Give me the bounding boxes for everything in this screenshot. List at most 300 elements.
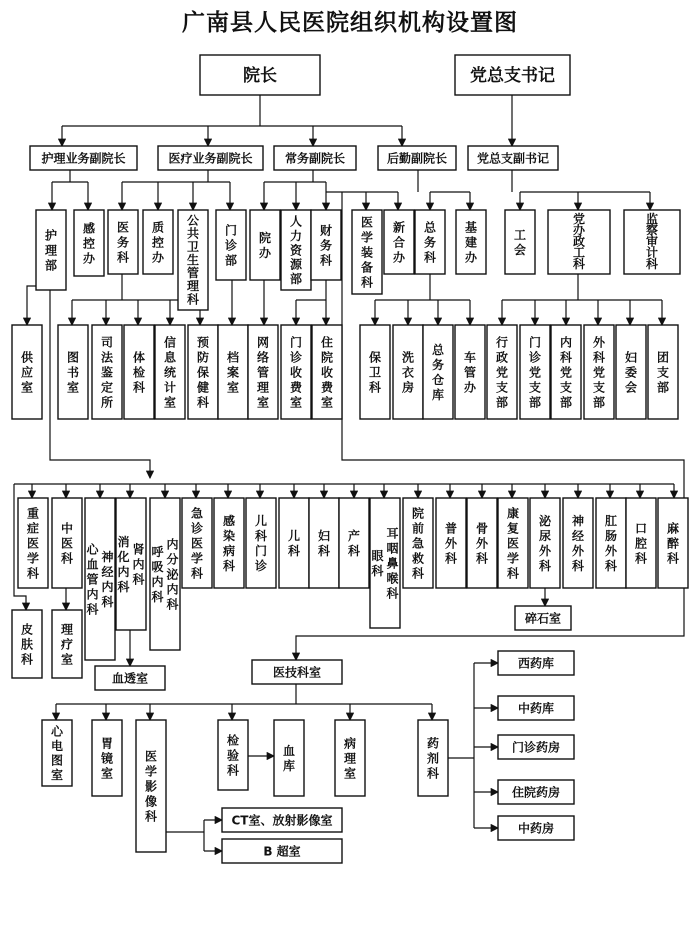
svg-text:资: 资: [289, 243, 303, 258]
svg-text:室: 室: [256, 395, 270, 410]
svg-text:感: 感: [82, 221, 96, 236]
svg-text:药: 药: [426, 736, 440, 751]
svg-text:喉: 喉: [386, 571, 399, 586]
svg-text:B 超室: B 超室: [263, 844, 301, 859]
svg-text:委: 委: [624, 365, 638, 380]
svg-text:室: 室: [100, 766, 114, 781]
svg-text:医: 医: [116, 220, 130, 235]
svg-text:影: 影: [144, 779, 158, 794]
svg-text:普: 普: [444, 521, 458, 536]
svg-text:重: 重: [26, 506, 40, 521]
svg-text:党: 党: [495, 365, 509, 380]
node-vp-executive: [274, 146, 356, 170]
svg-text:护理业务副院长: 护理业务副院长: [41, 151, 126, 166]
node-anorectal: [596, 498, 626, 588]
svg-text:理: 理: [186, 279, 200, 294]
node-rural-coop: [384, 210, 414, 274]
svg-text:图: 图: [50, 753, 64, 768]
svg-text:支: 支: [656, 365, 670, 380]
svg-text:内: 内: [151, 575, 164, 589]
svg-text:泌: 泌: [538, 514, 552, 528]
node-infection-control: [74, 210, 104, 276]
svg-text:总: 总: [423, 220, 437, 235]
svg-text:诊: 诊: [190, 521, 204, 536]
svg-text:血: 血: [282, 744, 296, 758]
svg-text:息: 息: [163, 350, 177, 365]
svg-text:内: 内: [117, 565, 130, 579]
svg-text:学: 学: [144, 764, 158, 779]
svg-text:鉴: 鉴: [100, 365, 114, 380]
node-outpatient-branch: [520, 325, 550, 419]
svg-text:监: 监: [645, 211, 659, 226]
svg-text:衣: 衣: [401, 365, 415, 380]
node-cardio-neuro: [85, 498, 115, 660]
svg-text:科: 科: [101, 595, 114, 609]
svg-text:科: 科: [559, 350, 573, 365]
svg-text:骨: 骨: [475, 521, 489, 536]
node-neurosurgery: [563, 498, 593, 588]
svg-text:产: 产: [347, 529, 361, 543]
svg-text:部: 部: [289, 272, 303, 287]
svg-text:备: 备: [360, 260, 374, 275]
svg-text:室: 室: [320, 395, 334, 410]
svg-text:外: 外: [604, 544, 618, 558]
svg-text:呼: 呼: [151, 545, 164, 559]
svg-text:感: 感: [222, 514, 236, 528]
svg-text:剂: 剂: [426, 751, 440, 766]
svg-text:眼: 眼: [371, 549, 384, 563]
node-labor-union: [505, 210, 535, 274]
svg-text:病: 病: [343, 736, 357, 751]
svg-text:内: 内: [86, 587, 99, 602]
svg-text:务: 务: [319, 238, 333, 253]
svg-text:预: 预: [196, 335, 210, 350]
svg-text:验: 验: [226, 748, 240, 763]
svg-text:计: 计: [645, 245, 659, 260]
node-general-affairs: [415, 210, 445, 274]
svg-text:中药库: 中药库: [517, 701, 555, 716]
svg-text:化: 化: [117, 550, 130, 564]
svg-text:院: 院: [411, 506, 425, 521]
svg-text:科: 科: [371, 564, 384, 578]
svg-text:胃: 胃: [100, 736, 114, 751]
svg-text:工: 工: [572, 245, 586, 260]
svg-text:装: 装: [360, 245, 374, 260]
svg-text:法: 法: [100, 350, 114, 365]
svg-text:肠: 肠: [604, 529, 618, 543]
svg-text:诊: 诊: [528, 350, 542, 365]
svg-text:办: 办: [258, 246, 272, 260]
svg-text:康: 康: [506, 506, 520, 521]
svg-text:体: 体: [132, 350, 146, 365]
svg-text:泌: 泌: [166, 567, 179, 582]
svg-text:政: 政: [495, 350, 509, 365]
svg-text:总: 总: [431, 343, 445, 357]
svg-text:理: 理: [44, 243, 58, 258]
svg-text:图: 图: [66, 350, 80, 365]
svg-text:门诊药房: 门诊药房: [511, 740, 561, 755]
node-laundry: [393, 325, 423, 419]
svg-text:务: 务: [431, 358, 445, 372]
node-youth-league: [648, 325, 678, 419]
svg-text:科: 科: [254, 529, 268, 543]
node-human-resources: [281, 210, 311, 290]
node-chinese-pharmacy: [498, 696, 574, 720]
svg-text:肾: 肾: [132, 542, 145, 557]
svg-text:室: 室: [66, 380, 80, 395]
node-internal-med-branch: [551, 325, 581, 419]
svg-text:政: 政: [572, 234, 586, 249]
svg-text:室: 室: [343, 766, 357, 781]
svg-text:网: 网: [256, 335, 270, 350]
svg-text:案: 案: [226, 365, 240, 380]
node-inpatient-cashier: [312, 325, 342, 419]
svg-text:学: 学: [360, 230, 374, 245]
svg-text:科: 科: [190, 566, 204, 581]
svg-text:络: 络: [256, 350, 270, 365]
svg-text:检: 检: [226, 733, 240, 748]
svg-text:合: 合: [392, 235, 406, 250]
svg-text:护: 护: [44, 228, 58, 243]
svg-text:房: 房: [401, 380, 415, 395]
svg-text:外: 外: [475, 536, 489, 551]
node-western-pharmacy: [498, 651, 574, 675]
node-quality-control: [143, 210, 173, 274]
node-anesthesia: [658, 498, 688, 588]
node-vp-nursing: [30, 146, 137, 170]
svg-text:科: 科: [20, 652, 34, 667]
svg-text:科: 科: [26, 566, 40, 581]
node-infectious: [214, 498, 244, 588]
svg-text:应: 应: [20, 365, 34, 380]
svg-text:建: 建: [464, 235, 478, 250]
svg-text:科: 科: [386, 586, 399, 601]
svg-text:肛: 肛: [604, 514, 618, 528]
svg-text:信: 信: [163, 335, 177, 350]
svg-text:收: 收: [289, 365, 303, 380]
svg-text:力: 力: [289, 228, 303, 243]
svg-text:车: 车: [463, 350, 477, 365]
svg-text:控: 控: [82, 236, 96, 251]
svg-text:管: 管: [463, 365, 477, 380]
svg-text:科: 科: [592, 350, 606, 365]
svg-text:科: 科: [287, 544, 301, 558]
node-security: [360, 325, 390, 419]
svg-text:务: 务: [116, 235, 130, 250]
node-eye-ent: [370, 498, 400, 628]
svg-text:医: 医: [26, 536, 40, 551]
svg-text:保: 保: [196, 365, 210, 380]
svg-text:科: 科: [423, 250, 437, 265]
svg-text:科: 科: [645, 256, 659, 271]
node-medical-equipment: [352, 210, 382, 294]
svg-text:症: 症: [26, 521, 40, 536]
node-stomatology: [626, 498, 656, 588]
node-orthopedics: [467, 498, 497, 588]
svg-text:室: 室: [20, 380, 34, 395]
svg-text:供: 供: [20, 350, 34, 365]
svg-text:病: 病: [222, 544, 236, 558]
svg-text:健: 健: [196, 380, 210, 395]
svg-text:中: 中: [60, 521, 74, 536]
node-party-admin: [548, 210, 610, 274]
svg-text:室: 室: [50, 768, 64, 783]
svg-text:科: 科: [666, 551, 680, 566]
node-obstetrics: [339, 498, 369, 588]
svg-text:支: 支: [559, 380, 573, 395]
svg-text:儿: 儿: [254, 514, 268, 528]
svg-text:医: 医: [506, 536, 520, 551]
svg-text:科: 科: [222, 559, 236, 573]
svg-text:内: 内: [101, 580, 114, 594]
svg-text:科: 科: [186, 292, 200, 307]
svg-text:会: 会: [624, 380, 638, 395]
node-party-secretary: [455, 55, 570, 95]
node-president: [200, 55, 320, 95]
svg-text:吸: 吸: [151, 560, 164, 574]
svg-text:医: 医: [144, 749, 158, 764]
svg-text:党总支书记: 党总支书记: [470, 66, 555, 87]
svg-text:防: 防: [196, 350, 210, 365]
svg-text:支: 支: [592, 380, 606, 395]
node-chinese-dispensary: [498, 816, 574, 840]
node-general-warehouse: [423, 325, 453, 419]
svg-text:镜: 镜: [100, 751, 114, 766]
svg-text:部: 部: [495, 395, 509, 410]
svg-text:新: 新: [392, 220, 406, 235]
svg-text:行: 行: [495, 335, 509, 350]
svg-text:察: 察: [645, 223, 659, 238]
svg-text:科: 科: [132, 380, 146, 395]
svg-text:尿: 尿: [538, 529, 552, 543]
svg-text:后勤副院长: 后勤副院长: [386, 151, 448, 166]
svg-text:神: 神: [101, 550, 114, 564]
svg-text:办: 办: [463, 380, 477, 395]
svg-text:公: 公: [186, 213, 200, 228]
svg-text:诊: 诊: [289, 350, 303, 365]
svg-text:科: 科: [506, 566, 520, 581]
node-dialysis: [95, 666, 165, 690]
svg-text:理: 理: [60, 622, 74, 637]
svg-text:醉: 醉: [666, 536, 680, 551]
node-medical-affairs: [108, 210, 138, 274]
svg-text:门: 门: [528, 335, 542, 350]
svg-text:控: 控: [151, 235, 165, 250]
svg-text:科: 科: [132, 572, 145, 587]
svg-text:麻: 麻: [666, 521, 680, 536]
svg-text:分: 分: [166, 552, 179, 567]
svg-text:党: 党: [528, 365, 542, 380]
svg-text:卫: 卫: [368, 365, 382, 380]
svg-text:统: 统: [163, 365, 177, 380]
svg-text:质: 质: [151, 220, 165, 235]
svg-text:档: 档: [226, 350, 240, 365]
svg-text:库: 库: [431, 388, 445, 402]
node-ultrasound: [222, 839, 342, 863]
svg-text:经: 经: [571, 529, 585, 543]
svg-text:科: 科: [166, 597, 179, 612]
svg-text:理: 理: [256, 380, 270, 395]
svg-text:学: 学: [190, 551, 204, 566]
svg-text:科: 科: [226, 763, 240, 778]
svg-text:妇: 妇: [317, 529, 331, 543]
svg-text:碎石室: 碎石室: [524, 611, 562, 626]
svg-text:管: 管: [186, 266, 200, 281]
svg-text:科: 科: [347, 544, 361, 558]
svg-text:科: 科: [196, 395, 210, 410]
svg-text:科: 科: [411, 566, 425, 581]
svg-text:消: 消: [117, 535, 130, 549]
svg-text:儿: 儿: [287, 529, 301, 543]
svg-text:部: 部: [559, 395, 573, 410]
node-outpatient-pharmacy: [498, 735, 574, 759]
svg-text:书: 书: [66, 365, 80, 380]
svg-text:内: 内: [559, 335, 573, 350]
svg-text:科: 科: [475, 551, 489, 566]
svg-text:医: 医: [360, 215, 374, 230]
svg-text:司: 司: [100, 335, 114, 350]
node-dermatology: [12, 610, 42, 678]
svg-text:务: 务: [423, 235, 437, 250]
node-physiotherapy: [52, 610, 82, 678]
svg-text:门: 门: [289, 335, 303, 350]
svg-text:院: 院: [320, 350, 334, 365]
svg-text:皮: 皮: [20, 622, 34, 637]
node-public-health: [178, 210, 208, 310]
svg-text:外: 外: [538, 544, 552, 558]
svg-text:支: 支: [528, 380, 542, 395]
svg-text:腔: 腔: [634, 536, 648, 551]
node-imaging: [136, 720, 166, 852]
svg-text:部: 部: [528, 395, 542, 410]
node-gastroscopy: [92, 720, 122, 796]
svg-text:诊: 诊: [224, 238, 238, 253]
node-tcm: [52, 498, 82, 588]
svg-text:血: 血: [86, 557, 99, 572]
node-pathology: [335, 720, 365, 796]
svg-text:会: 会: [513, 243, 527, 257]
node-motor-pool: [455, 325, 485, 419]
svg-text:医: 医: [60, 536, 74, 551]
svg-text:疗: 疗: [60, 637, 74, 652]
node-infrastructure: [456, 210, 486, 274]
svg-text:心: 心: [86, 542, 99, 557]
node-info-statistics: [155, 325, 185, 419]
svg-text:医技科室: 医技科室: [272, 665, 322, 680]
node-surgery-branch: [584, 325, 614, 419]
node-supervision-audit: [624, 210, 680, 274]
node-gastro-nephro: [116, 498, 146, 630]
svg-text:科: 科: [86, 602, 99, 617]
svg-text:妇: 妇: [624, 350, 638, 365]
node-lithotripsy: [515, 606, 571, 630]
node-inpatient-pharmacy: [498, 780, 574, 804]
node-outpatient-dept: [216, 210, 246, 280]
svg-text:医疗业务副院长: 医疗业务副院长: [168, 151, 253, 166]
svg-text:部: 部: [224, 253, 238, 268]
node-physical-exam: [124, 325, 154, 419]
node-women-committee: [616, 325, 646, 419]
svg-text:外: 外: [592, 335, 606, 350]
svg-text:团: 团: [656, 350, 670, 365]
svg-text:前: 前: [411, 521, 425, 536]
node-admin-branch: [487, 325, 517, 419]
svg-text:染: 染: [222, 529, 236, 543]
svg-text:办: 办: [464, 250, 478, 265]
node-preventive-health: [188, 325, 218, 419]
node-president-office: [250, 210, 280, 280]
svg-text:院: 院: [258, 231, 272, 245]
node-ct-radiology: [222, 808, 342, 832]
svg-text:生: 生: [186, 252, 200, 267]
node-emergency: [182, 498, 212, 588]
svg-text:经: 经: [101, 565, 114, 579]
svg-text:科: 科: [604, 559, 618, 573]
svg-text:复: 复: [506, 521, 520, 536]
node-gynecology: [309, 498, 339, 588]
svg-text:卫: 卫: [186, 239, 200, 254]
node-ecg: [42, 720, 72, 786]
svg-text:所: 所: [100, 395, 114, 410]
svg-text:急: 急: [411, 536, 425, 551]
node-library: [58, 325, 88, 419]
svg-text:费: 费: [320, 380, 334, 395]
svg-text:计: 计: [163, 380, 177, 395]
svg-text:鼻: 鼻: [386, 556, 399, 571]
svg-text:财: 财: [319, 223, 333, 238]
svg-text:心: 心: [50, 724, 64, 739]
svg-text:管: 管: [256, 365, 270, 380]
svg-text:党: 党: [572, 211, 586, 226]
svg-text:学: 学: [506, 551, 520, 566]
svg-text:党: 党: [559, 365, 573, 380]
svg-text:住院药房: 住院药房: [511, 785, 561, 800]
node-forensic-clinic: [92, 325, 122, 419]
svg-text:理: 理: [343, 751, 357, 766]
svg-text:党: 党: [592, 365, 606, 380]
svg-text:费: 费: [289, 380, 303, 395]
svg-text:科: 科: [444, 551, 458, 566]
svg-text:科: 科: [360, 275, 374, 290]
svg-text:室: 室: [226, 380, 240, 395]
node-prehospital: [403, 498, 433, 588]
svg-text:办: 办: [82, 251, 96, 266]
svg-text:神: 神: [571, 514, 585, 528]
svg-text:科: 科: [317, 544, 331, 558]
svg-text:诊: 诊: [254, 559, 268, 573]
svg-text:血透室: 血透室: [111, 671, 149, 686]
svg-text:常务副院长: 常务副院长: [284, 151, 346, 166]
svg-text:外: 外: [571, 544, 585, 558]
svg-text:定: 定: [100, 380, 114, 395]
svg-text:科: 科: [426, 766, 440, 781]
svg-text:医: 医: [190, 536, 204, 551]
svg-text:CT室、放射影像室: CT室、放射影像室: [231, 813, 333, 828]
node-nursing-dept: [36, 210, 66, 290]
svg-text:部: 部: [592, 395, 606, 410]
node-outpatient-cashier: [281, 325, 311, 419]
diagram-title: 广南县人民医院组织机构设置图: [182, 10, 518, 36]
svg-text:科: 科: [117, 580, 130, 594]
svg-text:审: 审: [645, 234, 659, 249]
node-laboratory: [218, 720, 248, 790]
node-rehab: [498, 498, 528, 588]
svg-text:外: 外: [444, 536, 458, 551]
svg-text:肤: 肤: [20, 637, 34, 652]
svg-text:源: 源: [289, 257, 303, 272]
svg-text:救: 救: [411, 551, 425, 566]
svg-text:科: 科: [116, 250, 130, 265]
